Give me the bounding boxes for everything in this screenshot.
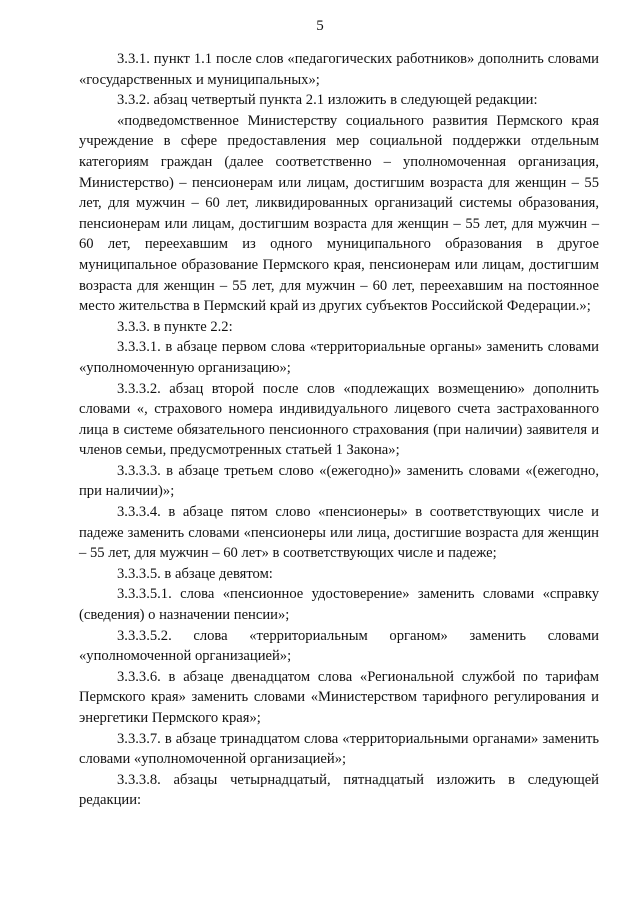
paragraph-3-3-2: 3.3.2. абзац четвертый пункта 2.1 изложить в следующей редакции: xyxy=(117,92,538,109)
paragraph-3-3-3-1: 3.3.3.1. в абзаце первом слова «территориальные органы» заменить словами «уполномоченную организацию»; xyxy=(79,339,599,376)
paragraph-3-3-3-5-1: 3.3.3.5.1. слова «пенсионное удостоверение» заменить словами «справку (сведения) о назначении пенсии»; xyxy=(79,586,599,624)
document-body xyxy=(79,49,599,811)
paragraph-3-3-3-4: 3.3.3.4. в абзаце пятом слово «пенсионеры» в соответствующих числе и падеже заменить словами «пенсионеры или лица, достигшие возраста для женщин – 55 лет, для мужчин – 60 лет» в соответствующих числе и падеже; xyxy=(79,504,599,562)
paragraph-3-3-3-8: 3.3.3.8. абзацы четырнадцатый, пятнадцатый изложить в следующей редакции: xyxy=(79,771,599,809)
paragraph-3-3-3-2: 3.3.3.2. абзац второй после слов «подлежащих возмещению» дополнить словами «, страхового номера индивидуального лицевого счета застрахованного лица в системе обязательного пенсионного страхования (при наличии) заявителя и членов семьи, предусмотренных статьей 1 Закона»; xyxy=(79,380,599,459)
paragraph-3-3-3: 3.3.3. в пункте 2.2: xyxy=(117,318,233,335)
paragraph-3-3-3-3: 3.3.3.3. в абзаце третьем слово «(ежегодно)» заменить словами «(ежегодно, при наличии)»; xyxy=(79,462,599,500)
page-number: 5 xyxy=(316,18,324,34)
paragraph-3-3-3-5: 3.3.3.5. в абзаце девятом: xyxy=(117,565,273,582)
paragraph-quoted-edition: «подведомственное Министерству социального развития Пермского края учреждение в сфере предоставления мер социальной поддержки отдельным категориям граждан (далее соответственно – уполномоченная организация, Министерство) – пенсионерам или лицам, достигшим возраста для женщин – 55 лет, для мужчин – 60 лет, ликвидированных организаций системы образования, пенсионерам или лицам, достигшим возраста для женщин – 55 лет, для мужчин – 60 лет, переехавшим из одного муниципального образования в другое муниципальное образование Пермского края, пенсионерам или лицам, достигшим возраста для женщин – 55 лет, для мужчин – 60 лет, переехавшим на постоянное место жительства в Пермский край из других субъектов Российской Федерации.»; xyxy=(79,112,599,315)
paragraph-3-3-3-5-2: 3.3.3.5.2. слова «территориальным органом» заменить словами «уполномоченной организацией»; xyxy=(79,627,599,665)
paragraph-3-3-3-7: 3.3.3.7. в абзаце тринадцатом слова «территориальными органами» заменить словами «уполномоченной организацией»; xyxy=(79,730,599,768)
paragraph-3-3-1: 3.3.1. пункт 1.1 после слов «педагогических работников» дополнить словами «государственных и муниципальных»; xyxy=(79,51,599,88)
paragraph-3-3-3-6: 3.3.3.6. в абзаце двенадцатом слова «Региональной службой по тарифам Пермского края» заменить словами «Министерством тарифного регулирования и энергетики Пермского края»; xyxy=(79,668,599,726)
